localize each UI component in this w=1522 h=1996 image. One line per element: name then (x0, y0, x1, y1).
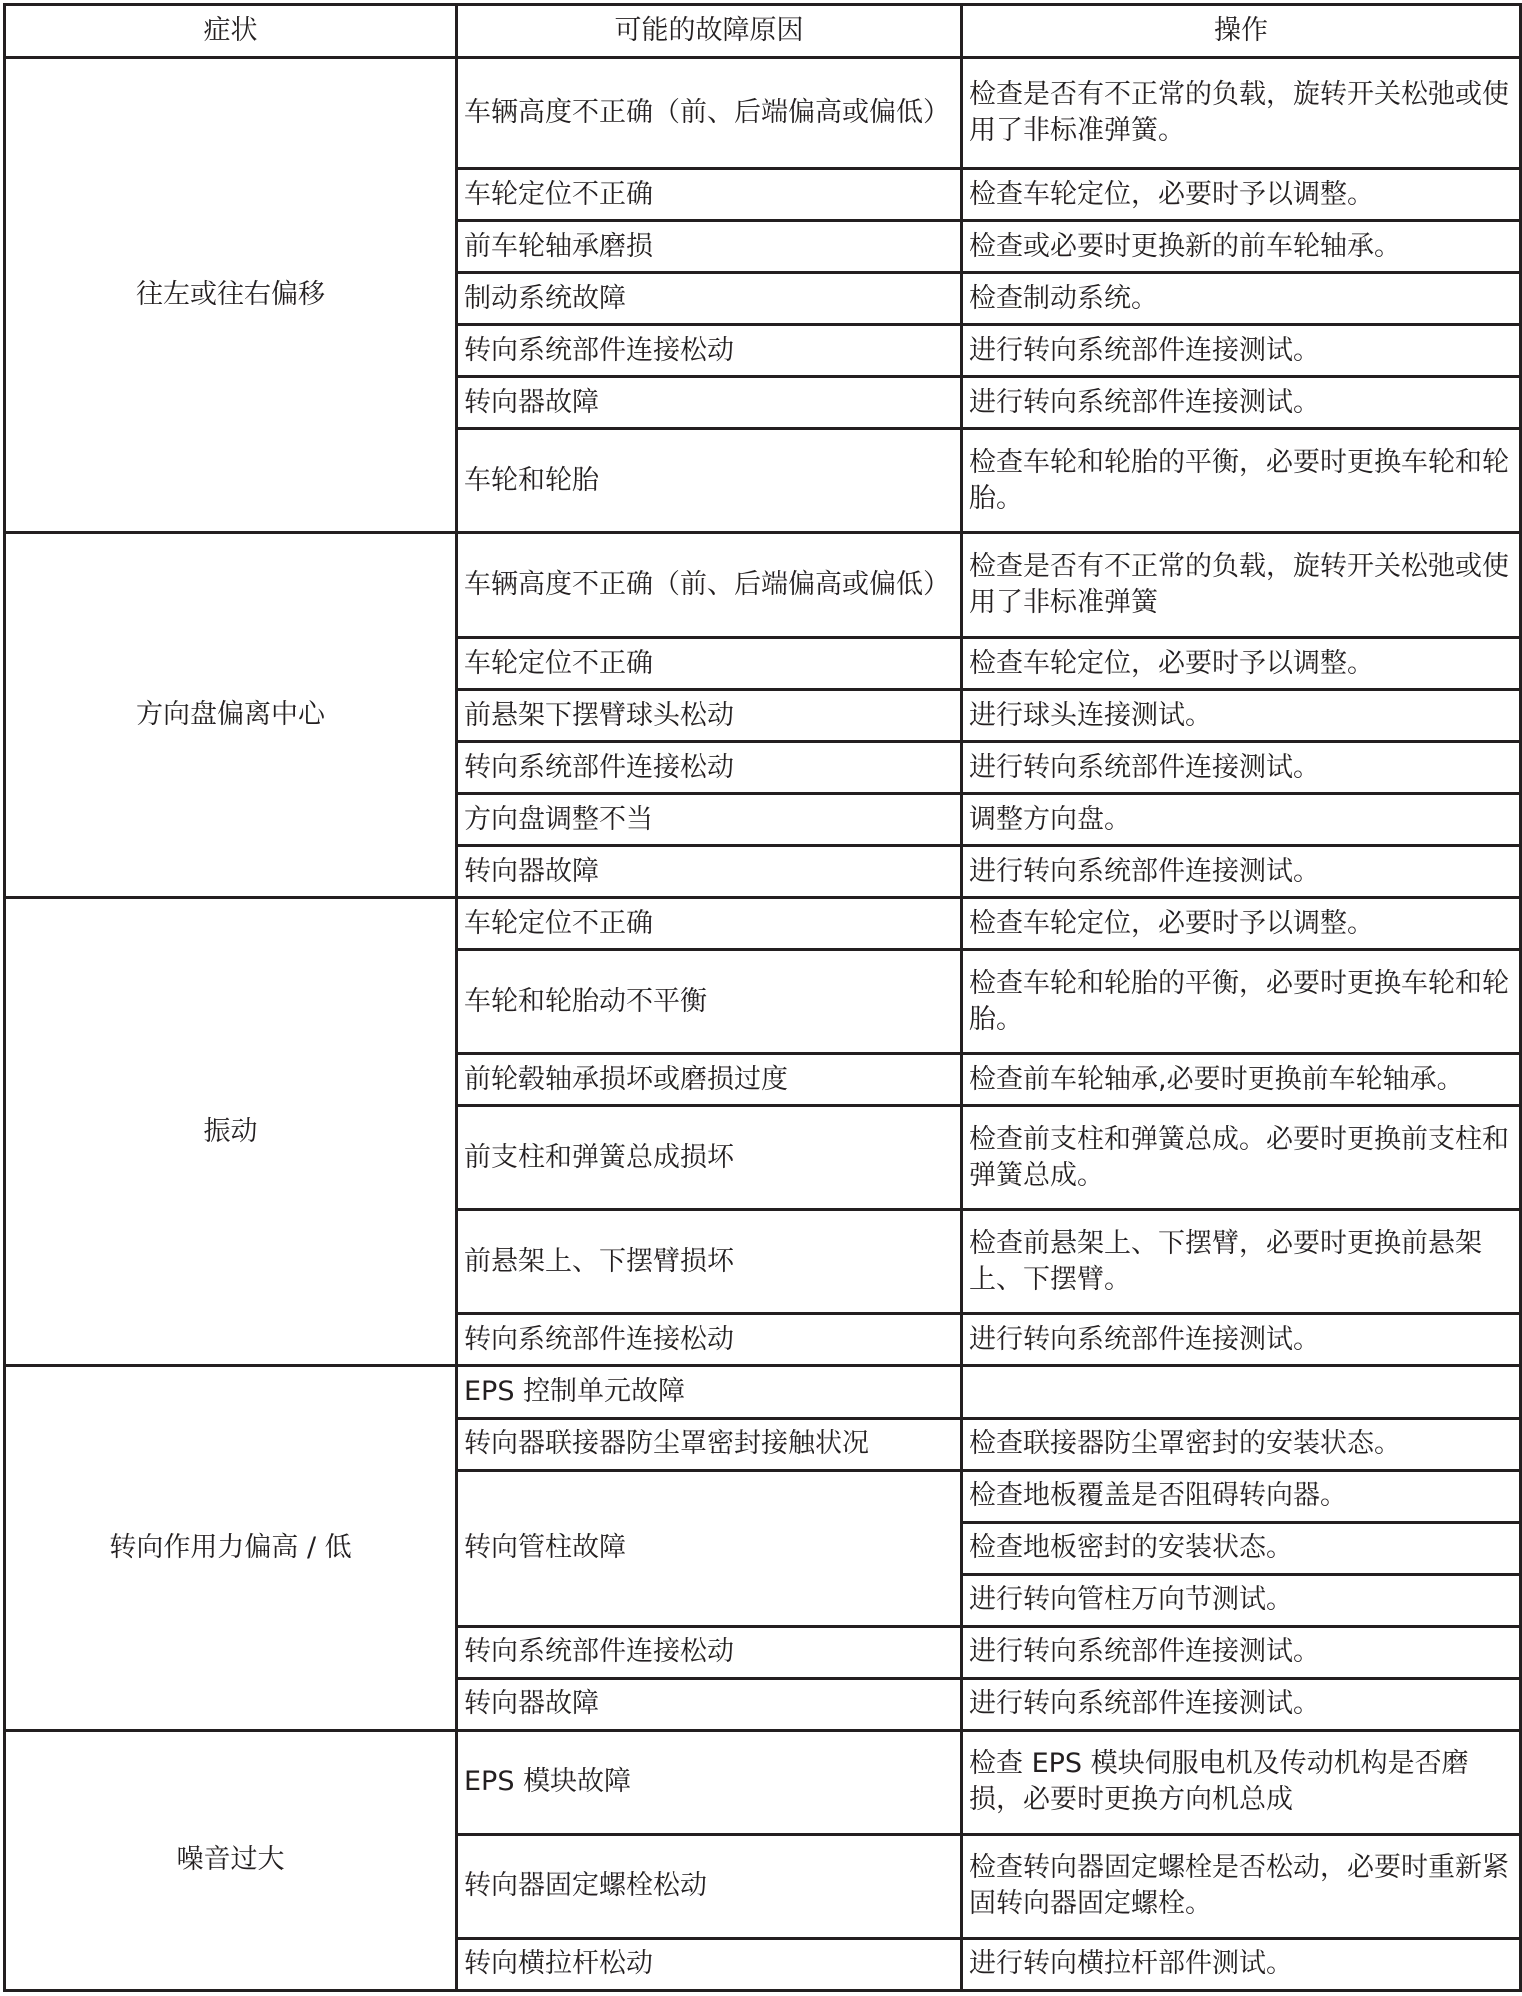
action-cell: 检查地板密封的安装状态。 (962, 1522, 1521, 1574)
action-cell: 进行球头连接测试。 (962, 690, 1521, 742)
action-cell: 检查是否有不正常的负载，旋转开关松弛或使用了非标准弹簧。 (962, 58, 1521, 169)
action-cell: 进行转向横拉杆部件测试。 (962, 1938, 1521, 1990)
action-cell: 检查前悬架上、下摆臂，必要时更换前悬架上、下摆臂。 (962, 1210, 1521, 1314)
action-cell: 检查车轮定位，必要时予以调整。 (962, 169, 1521, 221)
cause-cell: 转向器故障 (457, 1678, 962, 1730)
action-cell: 检查是否有不正常的负载，旋转开关松弛或使用了非标准弹簧 (962, 533, 1521, 638)
troubleshooting-table (3, 3, 1522, 1992)
symptom-cell: 噪音过大 (5, 1730, 457, 1990)
action-cell: 检查车轮定位，必要时予以调整。 (962, 898, 1521, 950)
action-cell (962, 1366, 1521, 1418)
action-cell: 检查联接器防尘罩密封的安装状态。 (962, 1418, 1521, 1470)
cause-cell: 车轮定位不正确 (457, 638, 962, 690)
action-cell: 检查车轮和轮胎的平衡，必要时更换车轮和轮胎。 (962, 429, 1521, 533)
cause-cell: EPS 控制单元故障 (457, 1366, 962, 1418)
cause-cell: 车轮定位不正确 (457, 169, 962, 221)
symptom-cell: 往左或往右偏移 (5, 58, 457, 533)
action-cell: 进行转向系统部件连接测试。 (962, 846, 1521, 898)
cause-cell: 转向横拉杆松动 (457, 1938, 962, 1990)
action-cell: 调整方向盘。 (962, 794, 1521, 846)
table-row (5, 533, 1521, 638)
action-cell: 进行转向管柱万向节测试。 (962, 1574, 1521, 1626)
table-row (5, 1730, 1521, 1834)
action-cell: 检查车轮和轮胎的平衡，必要时更换车轮和轮胎。 (962, 950, 1521, 1054)
table-row (5, 58, 1521, 169)
cause-cell: 转向器联接器防尘罩密封接触状况 (457, 1418, 962, 1470)
cause-cell: 转向系统部件连接松动 (457, 325, 962, 377)
action-cell: 检查地板覆盖是否阻碍转向器。 (962, 1470, 1521, 1522)
action-cell: 进行转向系统部件连接测试。 (962, 377, 1521, 429)
action-cell: 检查或必要时更换新的前车轮轴承。 (962, 221, 1521, 273)
table-row (5, 898, 1521, 950)
cause-cell: EPS 模块故障 (457, 1730, 962, 1834)
symptom-cell: 方向盘偏离中心 (5, 533, 457, 898)
table-row (5, 1366, 1521, 1418)
cause-cell: 转向器故障 (457, 377, 962, 429)
cause-cell: 制动系统故障 (457, 273, 962, 325)
action-cell: 进行转向系统部件连接测试。 (962, 1678, 1521, 1730)
action-cell: 检查转向器固定螺栓是否松动，必要时重新紧固转向器固定螺栓。 (962, 1834, 1521, 1938)
cause-cell: 转向系统部件连接松动 (457, 1314, 962, 1366)
cause-cell: 转向器固定螺栓松动 (457, 1834, 962, 1938)
cause-cell: 转向系统部件连接松动 (457, 742, 962, 794)
cause-cell: 车轮定位不正确 (457, 898, 962, 950)
cause-cell: 车辆高度不正确（前、后端偏高或偏低） (457, 58, 962, 169)
action-cell: 进行转向系统部件连接测试。 (962, 1314, 1521, 1366)
cause-cell: 前轮毂轴承损坏或磨损过度 (457, 1054, 962, 1106)
cause-cell: 前悬架上、下摆臂损坏 (457, 1210, 962, 1314)
symptom-cell: 转向作用力偏高 / 低 (5, 1366, 457, 1730)
action-cell: 检查制动系统。 (962, 273, 1521, 325)
cause-cell: 方向盘调整不当 (457, 794, 962, 846)
action-cell: 进行转向系统部件连接测试。 (962, 1626, 1521, 1678)
cause-cell: 转向器故障 (457, 846, 962, 898)
cause-cell: 转向管柱故障 (457, 1470, 962, 1626)
cause-cell: 前车轮轴承磨损 (457, 221, 962, 273)
action-cell: 检查前车轮轴承,必要时更换前车轮轴承。 (962, 1054, 1521, 1106)
header-action: 操作 (962, 5, 1521, 58)
cause-cell: 车轮和轮胎 (457, 429, 962, 533)
action-cell: 检查车轮定位，必要时予以调整。 (962, 638, 1521, 690)
cause-cell: 前悬架下摆臂球头松动 (457, 690, 962, 742)
action-cell: 检查 EPS 模块伺服电机及传动机构是否磨损，必要时更换方向机总成 (962, 1730, 1521, 1834)
cause-cell: 车轮和轮胎动不平衡 (457, 950, 962, 1054)
action-cell: 进行转向系统部件连接测试。 (962, 742, 1521, 794)
header-row (5, 5, 1521, 58)
action-cell: 检查前支柱和弹簧总成。必要时更换前支柱和弹簧总成。 (962, 1106, 1521, 1210)
header-cause: 可能的故障原因 (457, 5, 962, 58)
header-symptom: 症状 (5, 5, 457, 58)
cause-cell: 转向系统部件连接松动 (457, 1626, 962, 1678)
cause-cell: 车辆高度不正确（前、后端偏高或偏低） (457, 533, 962, 638)
cause-cell: 前支柱和弹簧总成损坏 (457, 1106, 962, 1210)
action-cell: 进行转向系统部件连接测试。 (962, 325, 1521, 377)
symptom-cell: 振动 (5, 898, 457, 1366)
